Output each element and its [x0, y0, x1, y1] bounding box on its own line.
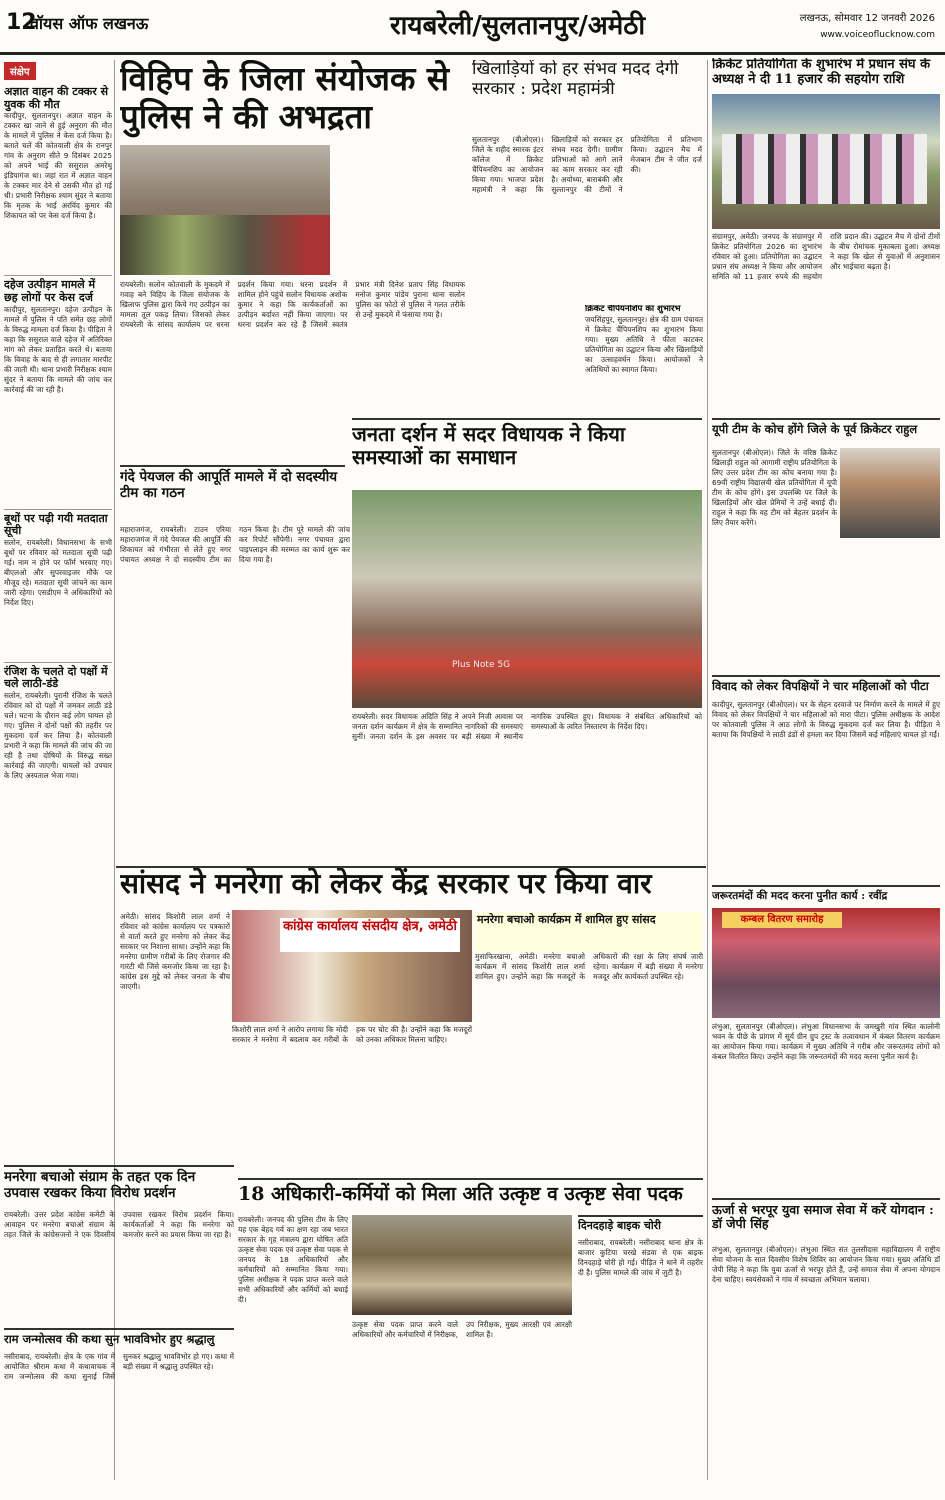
police-photo	[352, 1215, 572, 1315]
mp-headline: सांसद ने मनरेगा को लेकर केंद्र सरकार पर किया वार	[120, 868, 652, 900]
coach-headline: यूपी टीम के कोच होंगे जिले के पूर्व क्रिकेटर राहुल	[712, 422, 918, 436]
fast-headline: मनरेगा बचाओ संग्राम के तहत एक दिन उपवास रखकर किया विरोध प्रदर्शन	[4, 1169, 196, 1201]
ram-headline-box	[4, 1328, 234, 1350]
bike-body: नसीराबाद, रायबरेली। नसीराबाद थाना क्षेत्र के बाजार कुटिया चरखे संडवा से एक बाइक दिनदहाड़े चोरी हो गई। पीड़ित ने थाने में तहरीर दी है। पुलिस मामले की जांच में जुटी है।	[578, 1238, 703, 1277]
youth-headline: ऊर्जा से भरपूर युवा समाज सेवा में करें योगदान : डॉ जेपी सिंह	[712, 1202, 934, 1232]
column-rule-right	[707, 60, 708, 1480]
janta-headline: जनता दर्शन में सदर विधायक ने किया समस्याओं का समाधान	[352, 422, 626, 469]
needy-headline-box	[712, 885, 940, 909]
ram-body: नसीराबाद, रायबरेली। क्षेत्र के एक गांव में आयोजित श्रीराम कथा में कथावाचक ने राम जन्मोत्सव की कथा सुनाई जिसे सुनकर श्रद्धालु भावविभोर हो गए। कथा में बड़ी संख्या में श्रद्धालु उपस्थित रहे।	[4, 1352, 234, 1381]
police-headline: 18 अधिकारी-कर्मियों को मिला अति उत्कृष्ट व उत्कृष्ट सेवा पदक	[238, 1183, 683, 1205]
fast-body: रायबरेली। उत्तर प्रदेश कांग्रेस कमेटी के आवाहन पर मनरेगा बचाओ संग्राम के तहत जिले के कांग्रेसजनों ने एक दिवसीय उपवास रखकर विरोध प्रदर्शन किया। कार्यकर्ताओं ने कहा कि मनरेगा को कमजोर करने का प्रयास किया जा रहा है।	[4, 1210, 234, 1239]
mp-sub-body: मुसाफिरखाना, अमेठी। मनरेगा बचाओ कार्यक्रम में सांसद किशोरी लाल शर्मा शामिल हुए। उन्होंने कहा कि मजदूरों के अधिकारों की रक्षा के लिए संघर्ष जारी रहेगा। कार्यक्रम में बड़ी संख्या में मनरेगा मजदूर और कार्यकर्ता उपस्थित रहे।	[475, 952, 703, 981]
needy-body: लंभुआ, सुलतानपुर (बीओएल)। लंभुआ विधानसभा के जमखुरी गांव स्थित कालोनी भवन के पीछे के प्रांगण में सूर्य ग्रीन ग्रुप ट्रस्ट के तत्वावधान में कंबल वितरण कार्यक्रम का आयोजन किया गया। कार्यक्रम में मुख्य अतिथि ने गरीब और जरूरतमंद लोगों को कंबल वितरित किए। उन्होंने कहा कि जरूरतमंदों की मदद करना पुनीत कार्य है।	[712, 1022, 940, 1061]
water-body: महाराजगंज, रायबरेली। टाउन एरिया महाराजगंज में गंदे पेयजल की आपूर्ति की शिकायत को गंभीरता से लेते हुए नगर पंचायत अध्यक्ष ने दो सदस्यीय टीम का गठन किया है। टीम पूरे मामले की जांच कर रिपोर्ट सौंपेगी। नगर पंचायत द्वारा पाइपलाइन की मरम्मत का कार्य शुरू कर दिया गया है।	[120, 525, 350, 564]
brief-1-body: कादीपुर, सुलतानपुर। अज्ञात वाहन के टक्कर खा जाने से हुई अनुराग की मौत के मामले में पुलिस ने केस दर्ज किया है। बताते चलें की कोतवाली क्षेत्र के रानपुर गांव के अनुराग सीते 9 दिसंबर 2025 को अपने भाई की ससुराल अमरेथू इंडियागंज था। जहां रात में अज्ञात वाहन के टक्कर मार देने से उसकी मौत हो गई थी। प्रभारी निरीक्षक श्याम सुंदर ने बताया कि मृतक के भाई अरविंद कुमार की शिकायत को पर केस दर्ज किया है।	[4, 111, 112, 221]
vihip-headline: विहिप के जिला संयोजक से पुलिस ने की अभद्रता	[120, 60, 450, 136]
mp-photo	[232, 910, 472, 1022]
players-body: सुलतानपुर (बीओएल)। जिले के शहीद स्मारक इंटर कॉलेज में क्रिकेट चैंपियनशिप का आयोजन किया गया। भाजपा प्रदेश महामंत्री ने कहा कि खिलाड़ियों को सरकार हर संभव मदद देगी। ग्रामीण प्रतिभाओं को आगे लाने का काम सरकार कर रही है। अयोध्या, बाराबंकी और सुल्तानपुर की टीमों ने प्रतियोगिता में प्रतिभाग किया। उद्घाटन मैच में मेजबान टीम ने जीत दर्ज की।	[472, 135, 702, 194]
cricket-sub-box	[585, 305, 703, 415]
water-headline-box	[120, 465, 345, 525]
coach-headline-box	[712, 418, 940, 448]
mp-headline-box	[120, 868, 702, 908]
needy-headline: जरूरतमंदों की मदद करना पुनीत कार्य : रवींद्र	[712, 890, 888, 902]
vihip-photo	[120, 145, 330, 275]
brief-2-body: कादीपुर, सुलतानपुर। दहेज उत्पीड़न के मामले में पुलिस ने पति समेत छह लोगों के विरुद्ध मामला दर्ज किया है। पीड़िता ने कहा कि ससुराल वाले दहेज में अतिरिक्त मांग को लेकर प्रताड़ित करते थे। बताया कि विवाह के बाद से ही लगातार मारपीट की जाती थी। थाना प्रभारी निरीक्षक श्याम सुंदर ने बताया कि मामले की जांच कर कार्रवाई की जा रही है।	[4, 304, 112, 394]
needy-photo-banner: कम्बल वितरण समारोह	[722, 912, 842, 928]
cricket-pradhan-photo	[712, 94, 940, 229]
mp-sub-headline: मनरेगा बचाओ कार्यक्रम में शामिल हुए सांसद	[477, 913, 656, 926]
water-headline: गंदे पेयजल की आपूर्ति मामले में दो सदस्यीय टीम का गठन	[120, 469, 338, 501]
janta-watermark: Plus Note 5G	[452, 660, 511, 670]
briefs-column	[4, 60, 112, 1065]
police-body-continued: उत्कृष्ट सेवा पदक प्राप्त करने वाले अधिकारियों और कर्मचारियों में निरीक्षक, उप निरीक्षक, मुख्य आरक्षी एवं आरक्षी शामिल हैं।	[352, 1320, 572, 1339]
bike-headline-box	[578, 1215, 703, 1237]
vihip-body: रायबरेली। सलोन कोतवाली के मुकदमे में गवाह बने विहिप के जिला संयोजक के खिलाफ पुलिस द्वारा किये गए उत्पीड़न का मामला तूल पकड़ लिया। जिसको लेकर रायबरेली के सांसद कार्यालय पर धरना प्रदर्शन किया गया। धरना प्रदर्शन में शामिल होने पहुंचे सलोन विधायक अशोक कुमार ने कहा कि कार्यकर्ताओं का उत्पीड़न बर्दाश्त नहीं किया जाएगा। पर धरना प्रदर्शन कर रहे हैं जिसमें स्वतंत्र प्रभार मंत्री दिनेश प्रताप सिंह विधायक मनोज कुमार पांडेय पुराना थाना सलोन पुलिस का फोटो से पुलिस ने गलत तरीके से उन्हें मुकदमे में फंसाया गया है।	[120, 280, 465, 329]
mp-body-bottom	[232, 1025, 472, 1170]
janta-body: रायबरेली। सदर विधायक अदिति सिंह ने अपने निजी आवास पर जनता दर्शन कार्यक्रम में क्षेत्र के सम्मानित नागरिकों की समस्याएं सुनीं। जनता दर्शन के इस अवसर पर बड़ी संख्या में स्थानीय नागरिक उपस्थित हुए। विधायक ने संबंधित अधिकारियों को समस्याओं के त्वरित निस्तारण के निर्देश दिए।	[352, 712, 702, 741]
dispute-headline-box	[712, 675, 940, 699]
brief-3-headline: बूथों पर पढ़ी गयी मतदाता सूची	[4, 509, 112, 538]
players-headline-box	[472, 60, 702, 132]
ram-headline: राम जन्मोत्सव की कथा सुन भावविभोर हुए श्रद्धालु	[4, 1332, 215, 1346]
police-headline-box	[238, 1178, 703, 1215]
players-headline: खिलाड़ियों को हर संभव मदद देगी सरकार : प्रदेश महामंत्री	[472, 60, 679, 99]
website: www.voiceoflucknow.com	[820, 30, 935, 40]
brief-2-headline: दहेज उत्पीड़न मामले में छह लोगों पर केस दर्ज	[4, 275, 112, 304]
brief-1-headline: अज्ञात वाहन की टक्कर से युवक की मौत	[4, 85, 109, 111]
brief-3-body: सलोन, रायबरेली। विधानसभा के सभी बूथों पर रविवार को मतदाता सूची पढ़ी गई। नाम न होने पर फॉर्म भरवाए गए। बीएलओ और सुपरवाइजर मौके पर मौजूद रहे। मतदाता सूची जांचने का काम जारी रहेगा। एसडीएम ने अधिकारियों को निर्देश दिए।	[4, 537, 112, 607]
dispute-headline: विवाद को लेकर विपक्षियों ने चार महिलाओं को पीटा	[712, 679, 929, 693]
cricket-sub-headline: क्रिकेट चैंपियनशिप का शुभारंभ	[585, 305, 681, 314]
fast-headline-box	[4, 1165, 234, 1209]
dispute-body: कादीपुर, सुलतानपुर (बीओएल)। घर के सेहन दरवाजे पर निर्माण करने के मामले में हुए विवाद को लेकर विपक्षियों ने चार महिलाओं को मारा पीटा। पुलिस अधीक्षक के आदेश पर कोतवाली पुलिस ने आठ लोगों के विरुद्ध मुकदमा दर्ज कर लिया है। पीड़िता ने बताया कि विपक्षियों ने लाठी डंडों से हमला कर दिया जिसमें कई महिलाएं घायल हो गईं।	[712, 700, 940, 739]
paper-name: वॉयस ऑफ लखनऊ	[30, 14, 149, 33]
janta-photo	[352, 490, 702, 708]
cricket-pradhan-body: संग्रामपुर, अमेठी। जनपद के संग्रामपुर में क्रिकेट प्रतियोगिता 2026 का शुभारंभ रविवार को हुआ। प्रतियोगिता का उद्घाटन प्रधान संघ अध्यक्ष ने किया और आयोजन समिति को 11 हजार रुपये की सहयोग राशि प्रदान की। उद्घाटन मैच में दोनों टीमों के बीच रोमांचक मुकाबला हुआ। अध्यक्ष ने कहा कि खेल से युवाओं में अनुशासन और भाईचारा बढ़ता है।	[712, 232, 940, 281]
brief-4-body: सलोन, रायबरेली। पुरानी रंजिश के चलते रविवार को दो पक्षों में जमकर लाठी डंडे चले। घटना के दौरान कई लोग घायल हो गए। पुलिस ने दोनों पक्षों की तहरीर पर मुकदमा दर्ज कर लिया है। कोतवाली प्रभारी ने कहा कि मामले की जांच की जा रही है तथा दोषियों के विरुद्ध सख्त कार्रवाई की जाएगी। घायलों को उपचार के लिए अस्पताल भेजा गया।	[4, 691, 112, 781]
janta-headline-box	[352, 418, 702, 490]
mp-sub-headline-box	[475, 912, 703, 952]
mp-body: अमेठी। सांसद किशोरी लाल शर्मा ने रविवार को कांग्रेस कार्यालय पर पत्रकारों से वार्ता करते हुए मनरेगा को लेकर केंद्र सरकार पर निशाना साधा। उन्होंने कहा कि मनरेगा ग्रामीण गरीबों के लिए रोजगार की गारंटी थी जिसे कमजोर किया जा रहा है। कांग्रेस इस मुद्दे को लेकर जनता के बीच जाएगी।	[120, 912, 230, 991]
mp-body-continued: किशोरी लाल शर्मा ने आरोप लगाया कि मोदी सरकार ने मनरेगा में बदलाव कर गरीबों के हक पर चोट की है। उन्होंने कहा कि मजदूरों को उनका अधिकार मिलना चाहिए।	[232, 1025, 472, 1044]
coach-photo	[840, 448, 940, 538]
coach-body-top: सुलतानपुर (बीओएल)। जिले के वरिष्ठ क्रिकेट खिलाड़ी राहुल को आगामी राष्ट्रीय प्रतियोगिता के लिए उत्तर प्रदेश टीम का कोच बनाया गया है। 69वीं राष्ट्रीय विद्यालयी खेल प्रतियोगिता में यूपी टीम के कोच होंगे। इस उपलब्धि पर जिले के खिलाड़ियों और खेल प्रेमियों ने उन्हें बधाई दी। राहुल ने कहा कि वह टीम को बेहतर प्रदर्शन के लिए तैयार करेंगे।	[712, 448, 837, 527]
dateline: लखनऊ, सोमवार 12 जनवरी 2026	[799, 13, 935, 24]
section-title: रायबरेली/सुलतानपुर/अमेठी	[390, 11, 646, 41]
brief-4-headline: रंजिश के चलते दो पक्षों में चले लाठी-डंडे	[4, 662, 112, 691]
cricket-sub-body: जयसिंहपुर, सुलतानपुर। क्षेत्र की ग्राम पंचायत में क्रिकेट चैंपियनशिप का शुभारंभ किया गया। मुख्य अतिथि ने फीता काटकर प्रतियोगिता का उद्घाटन किया और खिलाड़ियों का उत्साहवर्धन किया। आयोजकों ने अतिथियों का स्वागत किया।	[585, 314, 703, 374]
cricket-pradhan-headline: क्रिकेट प्रतियोगिता के शुभारंभ में प्रधान संघ के अध्यक्ष ने दी 11 हजार की सहयोग राशि	[712, 58, 931, 87]
youth-body: लंभुआ, सुलतानपुर (बीओएल)। लंभुआ स्थित संत तुलसीदास महाविद्यालय में राष्ट्रीय सेवा योजना के सात दिवसीय विशेष शिविर का आयोजन किया गया। मुख्य अतिथि डॉ जेपी सिंह ने कहा कि युवा ऊर्जा से भरपूर होते हैं, उन्हें समाज सेवा में अपना योगदान देना चाहिए। स्वयंसेवकों ने गांव में स्वच्छता अभियान चलाया।	[712, 1245, 940, 1284]
mp-photo-banner: कांग्रेस कार्यालय संसदीय क्षेत्र, अमेठी	[280, 918, 460, 952]
masthead	[0, 0, 945, 55]
police-body-bottom	[352, 1320, 572, 1485]
needy-photo	[712, 908, 940, 1018]
briefs-label: संक्षेप	[4, 62, 36, 80]
page-number: 12	[6, 10, 37, 35]
youth-headline-box	[712, 1198, 940, 1242]
police-body: रायबरेली। जनपद की पुलिस टीम के लिए यह एक बेहद गर्व का क्षण रहा जब भारत सरकार के गृह मंत्रालय द्वारा घोषित अति उत्कृष्ट सेवा पदक एवं उत्कृष्ट सेवा पदक से जनपद के 18 अधिकारियों और कर्मचारियों को सम्मानित किया गया। पुलिस अधीक्षक ने पदक प्राप्त करने वाले सभी अधिकारियों और कर्मियों को बधाई दी।	[238, 1215, 348, 1304]
bike-headline: दिनदहाड़े बाइक चोरी	[578, 1219, 662, 1232]
